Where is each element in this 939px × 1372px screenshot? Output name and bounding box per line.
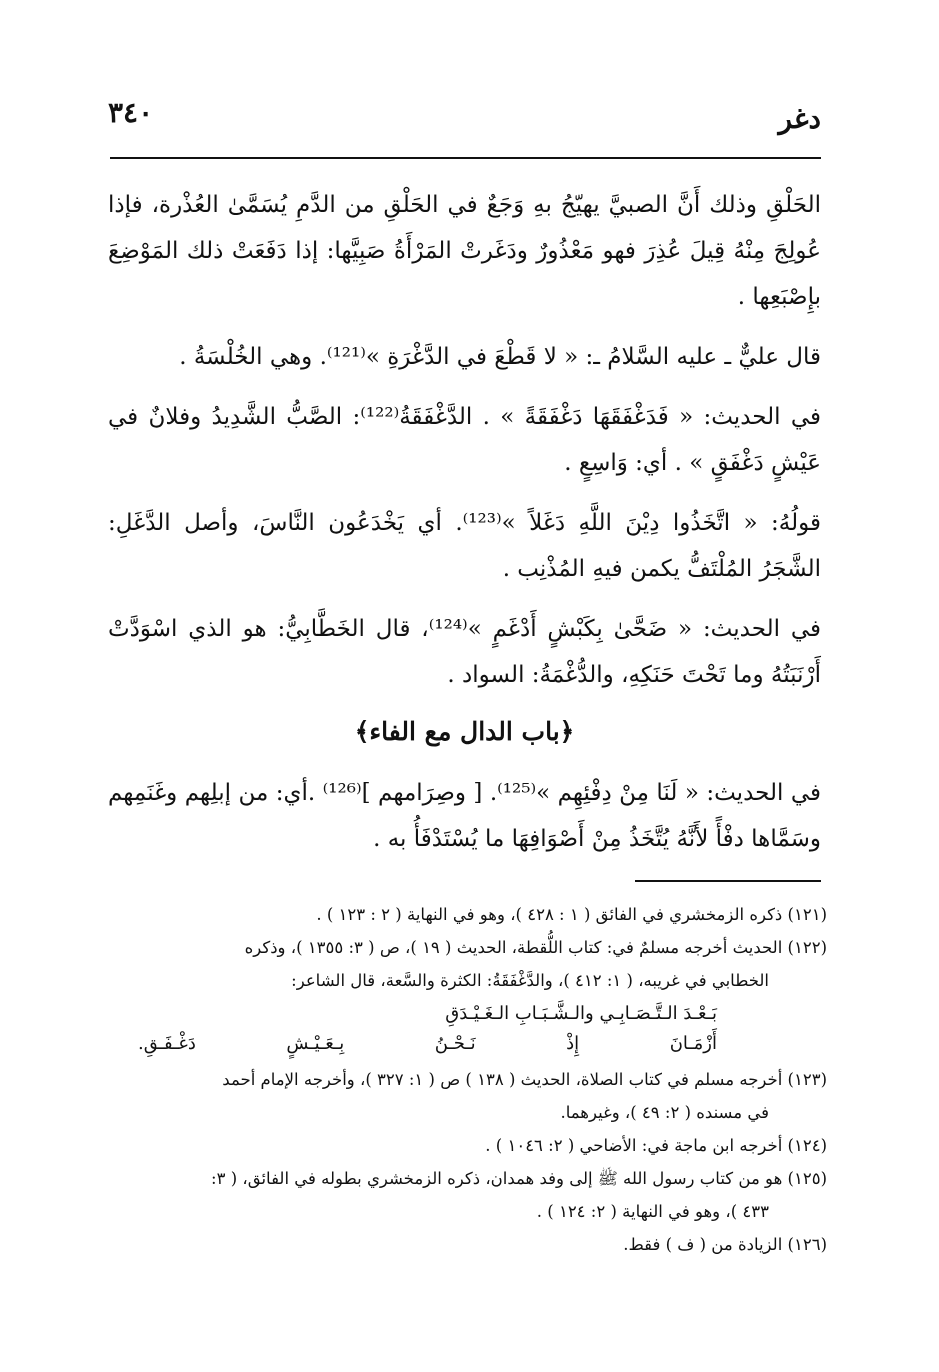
footnote-continuation: ٤٣٣ )، وهو في النهاية ( ٢: ١٢٤ ) . bbox=[536, 1202, 769, 1221]
verse-word: إِذْ bbox=[566, 1033, 580, 1054]
verse-line-1 bbox=[108, 999, 827, 1029]
running-head-title: دغر bbox=[778, 102, 821, 135]
verse-word: دَغْـفَـقِ. bbox=[138, 1033, 196, 1054]
paragraph: الحَلْقِ وذلك أَنَّ الصبيَّ يهيّجُ بهِ وَجَعٌ في الحَلْقِ من الدَّمِ يُسَمَّىٰ العُذْرة، فإذا عُولِجَ مِنْهُ قِيلَ عُذِرَ فهو مَعْذُورٌ ودَغَرتْ المَرْأَةُ صَبِيَّها: إذا دَفَعَتْ ذلك المَوْضِعَ بإِصْبَعِها . bbox=[108, 192, 821, 310]
paragraph: في الحديث: « فَدَغْفَقَهَا دَغْفَقَةً » . الدَّغْفَقَةُ⁽¹²²⁾: الصَّبُّ الشَّدِيدُ وفلانٌ في عَيْشٍ دَغْفَقٍ » . أي: وَاسِعٍ . bbox=[108, 404, 821, 476]
verse-word: نَـحْـنُ bbox=[434, 1033, 476, 1054]
header-divider bbox=[110, 157, 821, 159]
verse-line-2 bbox=[108, 1029, 827, 1059]
footnotes bbox=[108, 900, 827, 1263]
section-heading: ﴿باب الدال مع الفاء﴾ bbox=[354, 717, 575, 746]
poetry-verse bbox=[108, 999, 827, 1059]
footnote: (١٢٦) الزيادة من ( ف ) فقط. bbox=[623, 1235, 827, 1254]
footnote: (١٢٤) أخرجه ابن ماجة في: الأضاحي ( ٢: ١٠٤٦ ) . bbox=[485, 1136, 827, 1155]
footnote-continuation: في مسنده ( ٢: ٤٩ )، وغيرهما. bbox=[560, 1103, 769, 1122]
paragraph: قال عليٌّ ـ عليه السَّلامُ ـ: « لا قَطْعَ في الدَّغْرَةِ »⁽¹²¹⁾. وهي الخُلْسَةُ . bbox=[179, 344, 821, 370]
paragraph: في الحديث: « ضَحَّىٰ بِكَبْشٍ أَدْغَمٍ »⁽¹²⁴⁾، قال الخَطَّابِيُّ: هو الذي اسْوَدَّتْ أَرْنَبَتُهُ وما تَحْتَ حَنَكِهِ، والدُّغْمَةُ: السواد . bbox=[108, 616, 821, 688]
footnote-continuation: الخطابي في غريبه، ( ١: ٤١٢ )، والدَّغْفَقَةُ: الكثرة والسَّعة، قال الشاعر: bbox=[291, 971, 769, 990]
paragraph: قولُهُ: « اتَّخَذُوا دِيْنَ اللَّهِ دَغَلاً »⁽¹²³⁾. أي يَخْدَعُون النَّاسَ، وأصل الدَّغَلِ: الشَّجَرُ المُلْتَفُّ يكمن فيهِ المُذْنِب . bbox=[108, 510, 821, 582]
footnote: (١٢٢) الحديث أخرجه مسلمٌ في: كتاب اللُّقطة، الحديث ( ١٩ )، ص ( ٣: ١٣٥٥ )، وذكره bbox=[244, 938, 827, 957]
page-number: ٣٤٠ bbox=[108, 96, 154, 129]
verse-word: بِـعَـيْـشٍ bbox=[286, 1033, 345, 1054]
page-header bbox=[108, 92, 821, 152]
footnote-divider bbox=[635, 880, 821, 882]
footnote: (١٢٥) هو من كتاب رسول الله ﷺ إلى وفد همدان، ذكره الزمخشري بطوله في الفائق، ( ٣: bbox=[211, 1169, 827, 1188]
main-text bbox=[108, 182, 821, 876]
verse-word: أَزْمَـانَ bbox=[669, 1033, 717, 1054]
footnote: (١٢١) ذكره الزمخشري في الفائق ( ١ : ٤٢٨ )، وهو في النهاية ( ٢ : ١٢٣ ) . bbox=[316, 905, 827, 924]
verse-hemistich: بَـعْـدَ الـتَّـصَـابِـي والـشَّـبَـابِ الـغَـيْـدَقِ bbox=[445, 1003, 717, 1024]
footnote: (١٢٣) أخرجه مسلم في كتاب الصلاة، الحديث ( ١٣٨ ) ص ( ١: ٣٢٧ )، وأخرجه الإمام أحمد bbox=[222, 1070, 827, 1089]
paragraph: في الحديث: « لَنَا مِنْ دِفْئِهِم »⁽¹²⁵⁾. [ وصِرَامهم ]⁽¹²⁶⁾ .أي: من إبلِهم وغَنَمِهم وسَمَّاها دفْأً لأَنَّهُ يُتَّخَذُ مِنْ أَصْوَافِهَا ما يُسْتَدْفَأُ به . bbox=[108, 780, 821, 852]
